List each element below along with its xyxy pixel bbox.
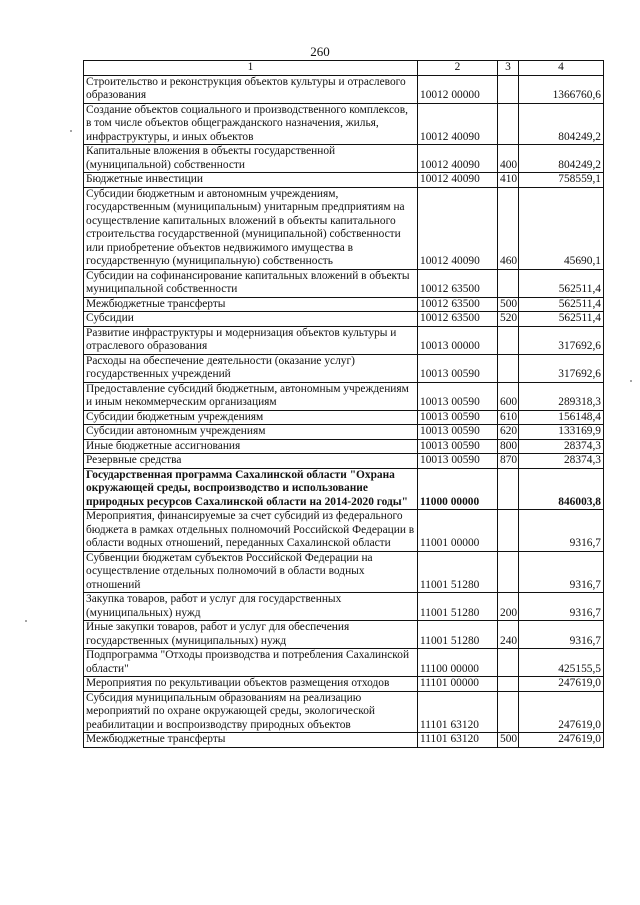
table-row [84,510,604,552]
row-name: Мероприятия, финансируемые за счет субсидий из федерального бюджета в рамках отдельных полномочий Российской Федерации в области водных отношений, переданных Сахалинской области [84,510,418,552]
row-code: 10013 00590 [418,425,498,440]
header-col-3: 3 [498,61,519,76]
row-code: 11001 51280 [418,621,498,649]
table-row [84,468,604,510]
table-row [84,425,604,440]
table-row [84,103,604,145]
row-code: 10013 00590 [418,454,498,469]
table-row [84,410,604,425]
table-row [84,593,604,621]
header-col-2: 2 [418,61,498,76]
table-row [84,187,604,269]
row-code: 11101 63120 [418,733,498,748]
row-amount: 9316,7 [519,593,604,621]
row-code: 10012 40090 [418,187,498,269]
row-expense-type [498,691,519,733]
row-name: Государственная программа Сахалинской области "Охрана окружающей среды, воспроизводство и использование природных ресурсов Сахалинской области на 2014-2020 годы" [84,468,418,510]
row-code: 10012 63500 [418,269,498,297]
table-header-row [84,61,604,76]
row-code: 11101 63120 [418,691,498,733]
row-amount: 1366760,6 [519,75,604,103]
row-code: 10012 40090 [418,173,498,188]
row-code: 10012 00000 [418,75,498,103]
table-row [84,173,604,188]
table-row [84,354,604,382]
row-name: Строительство и реконструкция объектов культуры и отраслевого образования [84,75,418,103]
row-amount: 846003,8 [519,468,604,510]
row-name: Межбюджетные трансферты [84,297,418,312]
row-expense-type [498,75,519,103]
table-row [84,312,604,327]
row-code: 10013 00590 [418,439,498,454]
row-expense-type [498,649,519,677]
row-amount: 247619,0 [519,733,604,748]
row-expense-type: 610 [498,410,519,425]
row-code: 11001 51280 [418,593,498,621]
row-amount: 45690,1 [519,187,604,269]
row-expense-type: 500 [498,733,519,748]
row-name: Резервные средства [84,454,418,469]
row-expense-type: 600 [498,382,519,410]
row-expense-type [498,103,519,145]
header-col-4: 4 [519,61,604,76]
row-amount: 317692,6 [519,326,604,354]
row-code: 10013 00590 [418,382,498,410]
row-code: 10012 63500 [418,312,498,327]
table-row [84,439,604,454]
row-expense-type [498,354,519,382]
row-expense-type [498,468,519,510]
row-amount: 28374,3 [519,454,604,469]
row-amount: 317692,6 [519,354,604,382]
page-number: 260 [310,44,330,59]
row-amount: 425155,5 [519,649,604,677]
row-amount: 28374,3 [519,439,604,454]
row-code: 11001 00000 [418,510,498,552]
row-amount: 562511,4 [519,269,604,297]
row-expense-type: 520 [498,312,519,327]
row-expense-type [498,269,519,297]
table-row [84,382,604,410]
row-name: Субвенции бюджетам субъектов Российской Федерации на осуществление отдельных полномочий в области водных отношений [84,551,418,593]
row-code: 11001 51280 [418,551,498,593]
row-expense-type: 240 [498,621,519,649]
header-col-1: 1 [84,61,418,76]
scan-speck [70,130,72,132]
row-amount: 758559,1 [519,173,604,188]
table-row [84,454,604,469]
row-code: 10012 63500 [418,297,498,312]
row-code: 10013 00590 [418,354,498,382]
row-code: 11101 00000 [418,677,498,692]
row-amount: 247619,0 [519,677,604,692]
row-code: 10012 40090 [418,103,498,145]
table-row [84,677,604,692]
row-expense-type: 400 [498,145,519,173]
row-code: 11000 00000 [418,468,498,510]
row-expense-type [498,326,519,354]
row-expense-type: 620 [498,425,519,440]
row-name: Бюджетные инвестиции [84,173,418,188]
row-expense-type [498,510,519,552]
row-amount: 9316,7 [519,510,604,552]
row-expense-type [498,677,519,692]
table-row [84,269,604,297]
table-row [84,326,604,354]
row-name: Капитальные вложения в объекты государственной (муниципальной) собственности [84,145,418,173]
row-name: Субсидии бюджетным учреждениям [84,410,418,425]
row-amount: 9316,7 [519,621,604,649]
table-row [84,621,604,649]
row-amount: 247619,0 [519,691,604,733]
row-name: Субсидии бюджетным и автономным учреждениям, государственным (муниципальным) унитарным предприятиям на осуществление капитальных вложений в объекты капитального строительства государственной (муниципальной) собственности или приобретение объектов недвижимого имущества в государственную (муниципальную) собственность [84,187,418,269]
row-name: Создание объектов социального и производственного комплексов, в том числе объектов общегражданского назначения, жилья, инфраструктуры, и иных объектов [84,103,418,145]
table-row [84,297,604,312]
row-amount: 156148,4 [519,410,604,425]
row-amount: 562511,4 [519,297,604,312]
row-amount: 133169,9 [519,425,604,440]
row-name: Иные бюджетные ассигнования [84,439,418,454]
row-expense-type: 410 [498,173,519,188]
table-row [84,733,604,748]
row-name: Расходы на обеспечение деятельности (оказание услуг) государственных учреждений [84,354,418,382]
row-code: 10013 00590 [418,410,498,425]
row-name: Подпрограмма "Отходы производства и потребления Сахалинской области" [84,649,418,677]
row-expense-type: 200 [498,593,519,621]
row-name: Межбюджетные трансферты [84,733,418,748]
row-code: 10013 00000 [418,326,498,354]
row-name: Субсидии на софинансирование капитальных вложений в объекты муниципальной собственности [84,269,418,297]
row-expense-type: 800 [498,439,519,454]
row-amount: 804249,2 [519,145,604,173]
row-name: Субсидии автономным учреждениям [84,425,418,440]
row-name: Субсидия муниципальным образованиям на реализацию мероприятий по охране окружающей среды, экологической реабилитации и воспроизводству природных объектов [84,691,418,733]
row-name: Иные закупки товаров, работ и услуг для обеспечения государственных (муниципальных) нужд [84,621,418,649]
scan-speck [630,380,632,382]
row-name: Мероприятия по рекультивации объектов размещения отходов [84,677,418,692]
row-name: Закупка товаров, работ и услуг для государственных (муниципальных) нужд [84,593,418,621]
table-row [84,145,604,173]
row-name: Субсидии [84,312,418,327]
row-expense-type: 460 [498,187,519,269]
row-name: Развитие инфраструктуры и модернизация объектов культуры и отраслевого образования [84,326,418,354]
table-row [84,75,604,103]
row-expense-type: 870 [498,454,519,469]
row-expense-type [498,551,519,593]
budget-table [83,60,604,748]
row-code: 10012 40090 [418,145,498,173]
row-code: 11100 00000 [418,649,498,677]
row-amount: 804249,2 [519,103,604,145]
row-amount: 9316,7 [519,551,604,593]
row-amount: 562511,4 [519,312,604,327]
row-amount: 289318,3 [519,382,604,410]
table-row [84,691,604,733]
row-expense-type: 500 [498,297,519,312]
scan-speck [25,620,27,622]
table-row [84,551,604,593]
table-row [84,649,604,677]
row-name: Предоставление субсидий бюджетным, автономным учреждениям и иным некоммерческим организациям [84,382,418,410]
